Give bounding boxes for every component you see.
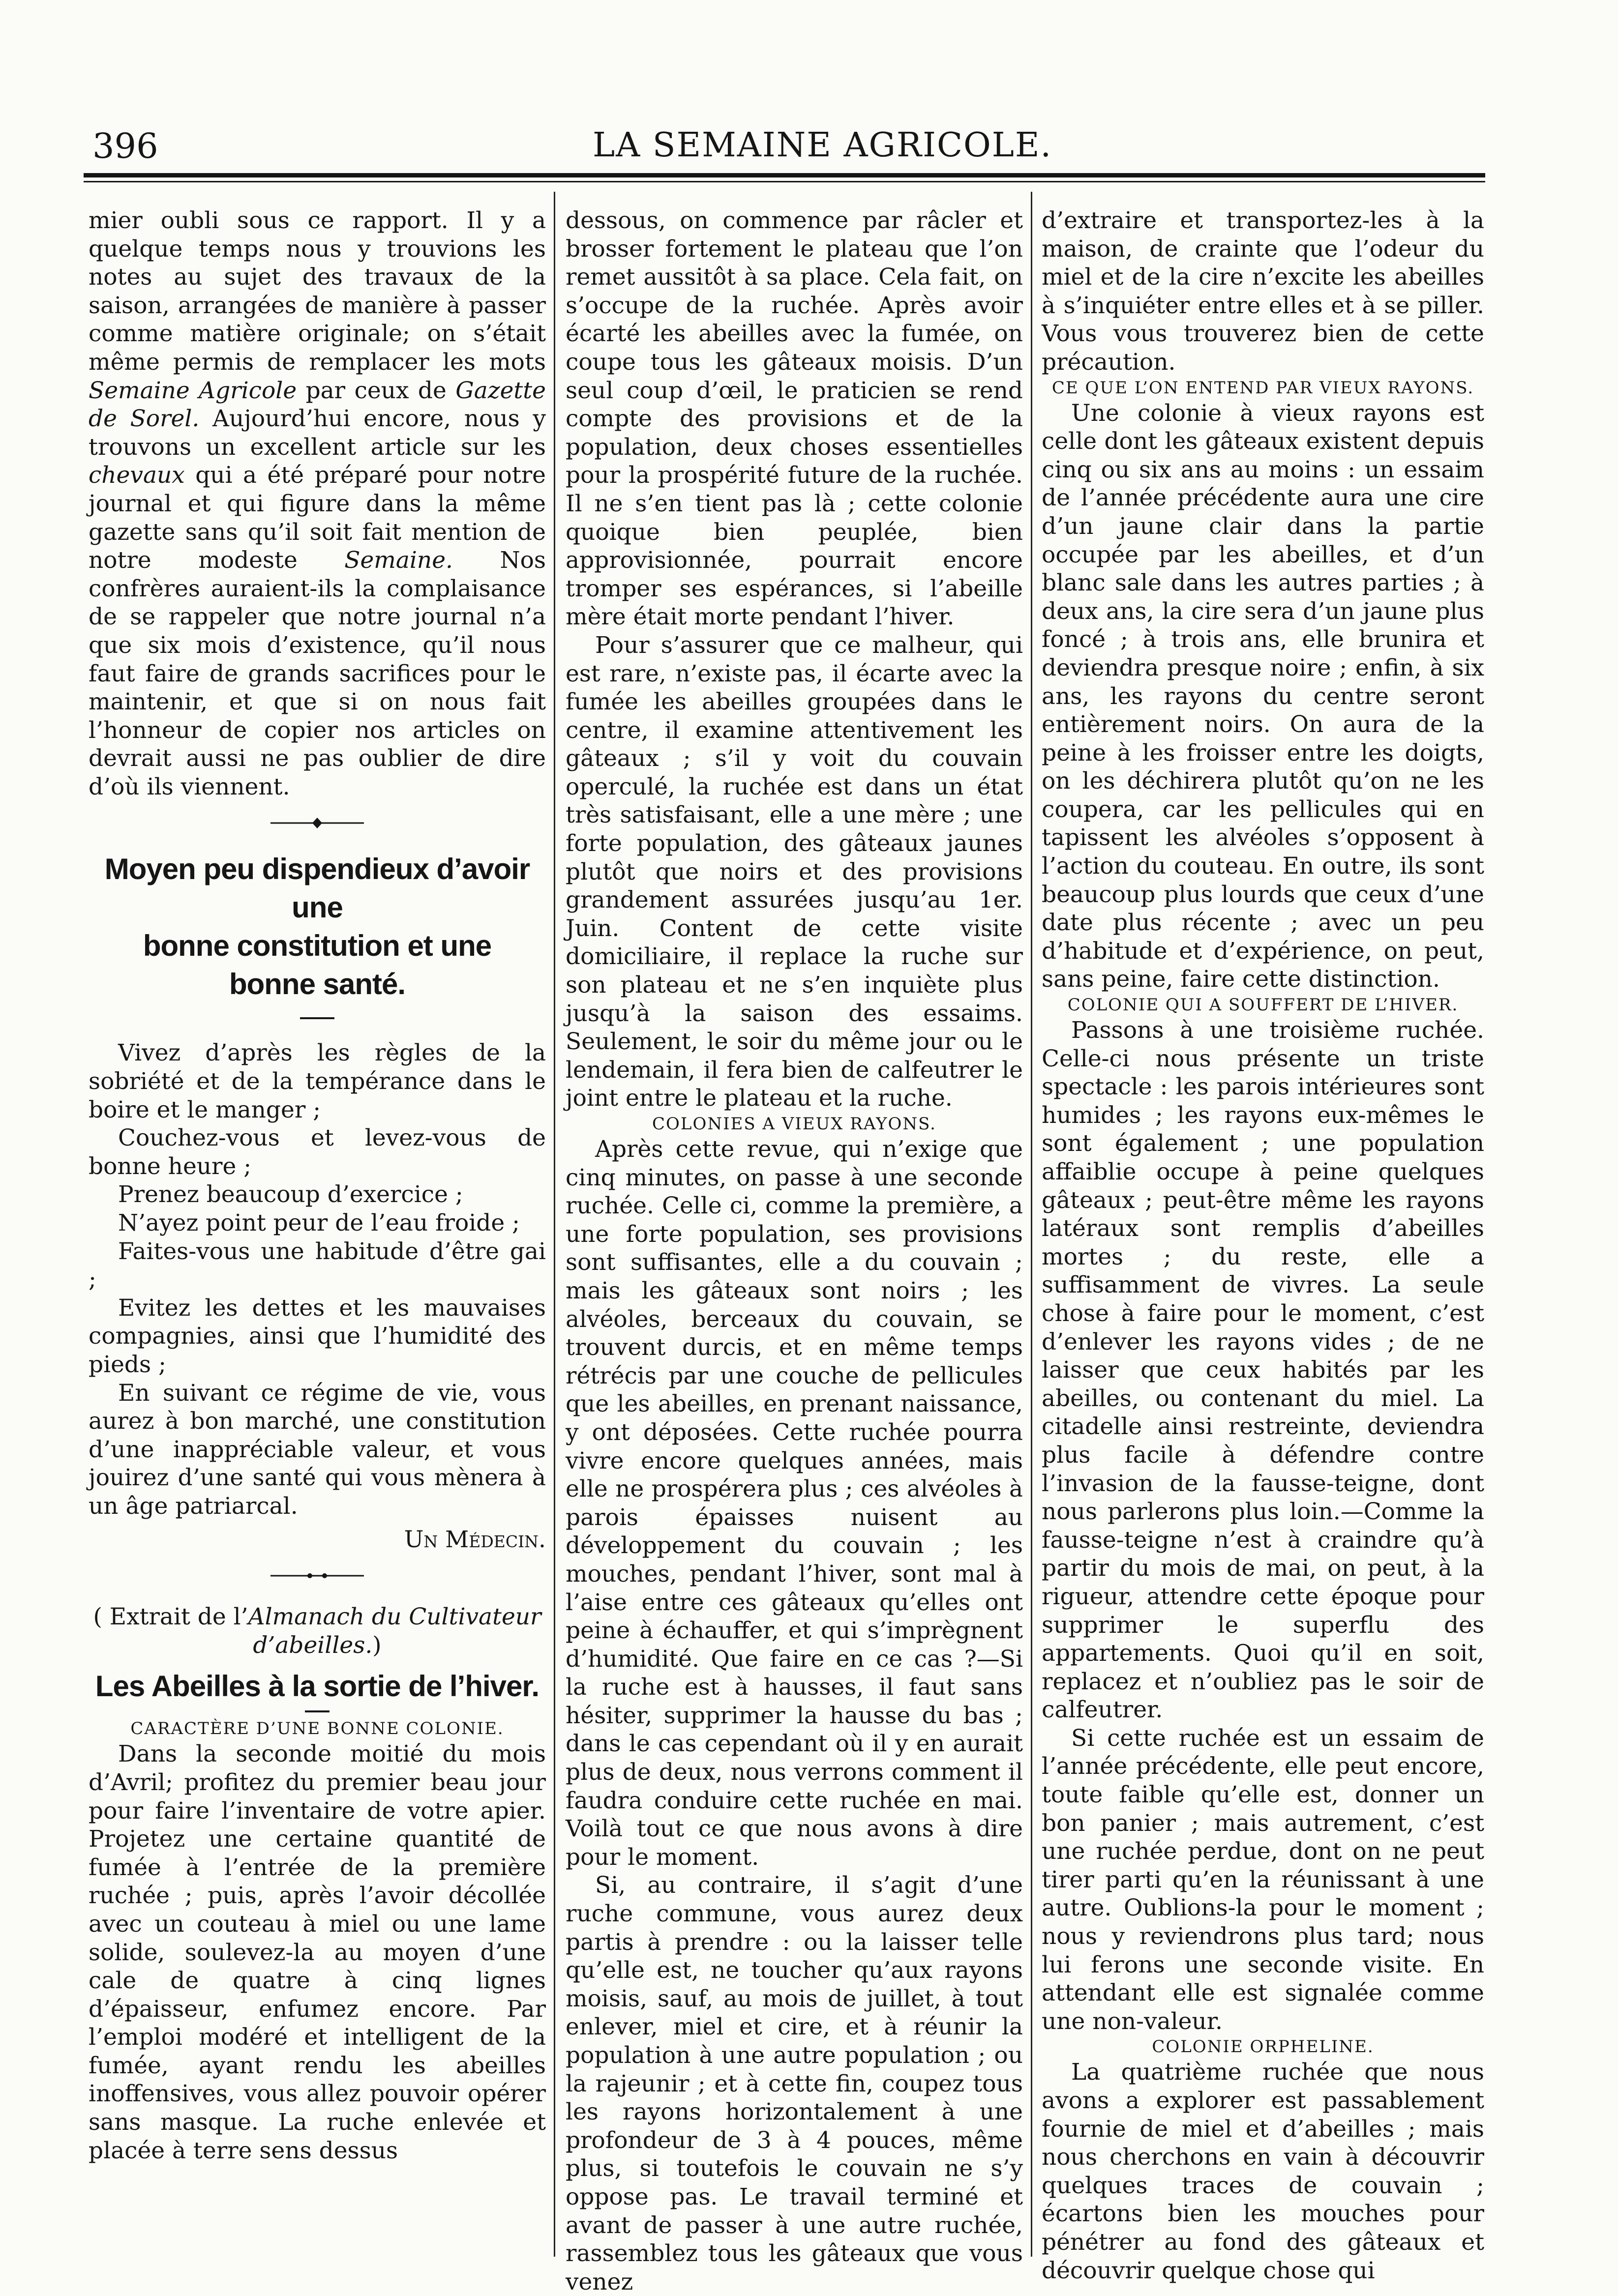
- intro-text-end: Nos confrères auraient-ils la complaisance de se rappeler que notre journal n’a que six mois d’existence, qu’il nous faut faire de grands sacrifices pour le maintenir, et que si on nous fait l’honneur de copier nos articles on devrait aussi ne pas oublier de dire d’où ils viennent.: [89, 547, 546, 800]
- advice-line: Couchez-vous et levez-vous de bonne heure ;: [89, 1124, 546, 1180]
- heading-moyen: [89, 850, 546, 1003]
- subheading-ce-que-lon-entend: CE QUE L’ON ENTEND PAR VIEUX RAYONS.: [1051, 378, 1474, 398]
- short-dash-2: [305, 1710, 330, 1712]
- intro-text-mid3: qui a été préparé pour notre journal et qui figure dans la même gazette sans qu’il soit fait mention de notre modeste: [89, 462, 546, 574]
- column-divider-2: [1031, 192, 1032, 2257]
- intro-text-mid2: Aujourd’hui encore, nous y trouvons un excellent article sur les: [89, 405, 546, 461]
- advice-line: Evitez les dettes et les mauvaises compagnies, ainsi que l’humidité des pieds ;: [89, 1294, 546, 1378]
- column-3: [1042, 206, 1484, 2285]
- advice-line: Prenez beaucoup d’exercice ;: [118, 1181, 463, 1208]
- intro-italic-semaine: Semaine Agricole: [89, 377, 297, 404]
- intro-text: mier oubli sous ce rapport. Il y a quelque temps nous y trouvions les notes au sujet des travaux de la saison, arrangées de manière à passer comme matière originale; on s’était même permis de remplacer les mots: [89, 207, 546, 376]
- short-dash: [300, 1017, 334, 1019]
- advice-line: Faites-vous une habitude d’être gai ;: [89, 1237, 546, 1294]
- journal-title: LA SEMAINE AGRICOLE.: [593, 126, 1052, 165]
- advice-list: [89, 1039, 546, 1520]
- subheading-orpheline: COLONIE ORPHELINE.: [1152, 2037, 1374, 2057]
- column-1: [89, 206, 546, 2165]
- paragraph-precaution: d’extraire et transportez-les à la maison, de crainte que l’odeur du miel et de la cire n’excite les abeilles à s’inquiéter entre elles et à se piller. Vous vous trouverez bien de cette précaution.: [1042, 207, 1484, 376]
- subheading-souffert-hiver: COLONIE QUI A SOUFFERT DE L’HIVER.: [1067, 995, 1459, 1015]
- paragraph-couvain: Pour s’assurer que ce malheur, qui est rare, n’existe pas, il écarte avec la fumée les abeilles groupées dans le centre, il examine attentivement les gâteaux ; s’il y voit du couvain operculé, la ruchée est dans un état très satisfaisant, elle a une mère ; une forte population, des gâteaux jaunes plutôt que noirs et des provisions grandement assurées jusqu’au 1er. Juin. Content de cette visite domiciliaire, il replace la ruche sur son plateau et ne s’en inquiète plus jusqu’à la saison des essaims. Seulement, le soir du même jour ou le lendemain, il fera bien de calfeutrer le joint entre le plateau et la ruche.: [566, 631, 1023, 1112]
- subheading-bonne-colonie: CARACTÈRE D’UNE BONNE COLONIE.: [130, 1719, 504, 1739]
- page-number: 396: [92, 126, 158, 166]
- intro-italic-chevaux: chevaux: [89, 462, 185, 489]
- heading-moyen-line3: bonne santé.: [229, 968, 406, 1001]
- paragraph-ruche-commune: Si, au contraire, il s’agit d’une ruche commune, vous aurez deux partis à prendre : ou la laisser telle qu’elle est, ne toucher qu’aux rayons moisis, sauf, au mois de juillet, à tout enlever, miel et cire, et à réunir la population à une autre population ; ou la rajeunir ; et à cette fin, coupez tous les rayons horizontalement à une profondeur de 3 à 4 pouces, même plus, si toutefois le couvain ne s’y oppose pas. Le travail terminé et avant de passer à une autre ruchée, rassemblez tous les gâteaux que vous venez: [566, 1872, 1023, 2296]
- advice-line: N’ayez point peur de l’eau froide ;: [118, 1209, 520, 1237]
- column-2: [566, 206, 1023, 2296]
- subheading-vieux-rayons: COLONIES A VIEUX RAYONS.: [652, 1114, 936, 1134]
- paragraph-plateau: dessous, on commence par râcler et brosser fortement le plateau que l’on remet aussitôt à sa place. Cela fait, on s’occupe de la ruchée. Après avoir écarté les abeilles avec la fumée, on coupe tous les gâteaux moisis. D’un seul coup d’œil, le praticien se rend compte des provisions et de la population, deux choses essentielles pour la prospérité future de la ruchée. Il ne s’en tient pas là ; cette colonie quoique bien peuplée, bien approvisionnée, pourrait encore tromper ses espérances, si l’abeille mère était morte pendant l’hiver.: [566, 207, 1023, 631]
- fleuron-divider-2: [268, 1568, 366, 1583]
- paragraph-essaim: Si cette ruchée est un essaim de l’année précédente, elle peut encore, toute faible qu’elle est, donner un bon panier ; mais autrement, c’est une ruchée perdue, dont on ne peut tirer parti qu’en la réunissant à une autre. Oublions-la pour le moment ; nous y reviendrons plus tard; nous lui ferons une seconde visite. En attendant elle est signalée comme une non-valeur.: [1042, 1724, 1484, 2035]
- intro-italic-gazette: Gazette de Sorel.: [89, 377, 546, 433]
- column-divider-1: [554, 192, 555, 2257]
- extract-source: Almanach du Cultivateur d’abeilles.: [248, 1603, 541, 1659]
- signature: Un Médecin.: [404, 1526, 546, 1553]
- extract-note: [89, 1603, 546, 1659]
- paragraph-inventaire: Dans la seconde moitié du mois d’Avril; profitez du premier beau jour pour faire l’inventaire de votre apier. Projetez une certaine quantité de fumée à l’entrée de la première ruchée ; puis, après l’avoir décollée avec un couteau à miel ou une lame solide, soulevez-la au moyen d’une cale de quatre à cinq lignes d’épaisseur, enfumez encore. Par l’emploi modéré et intelligent de la fumée, ayant rendu les abeilles inoffensives, vous allez pouvoir opérer sans masque. La ruche enlevée et placée à terre sens dessus: [89, 1740, 546, 2164]
- intro-italic-semaine2: Semaine.: [344, 547, 453, 574]
- intro-paragraph: [89, 206, 546, 801]
- header-rule-thin: [84, 181, 1485, 182]
- paragraph-troisieme-ruchee: Passons à une troisième ruchée. Celle-ci nous présente un triste spectacle : les parois intérieures sont humides ; les rayons eux-mêmes le sont également ; une population affaiblie occupe à peine quelques gâteaux ; peut-être même les rayons latéraux sont remplis d’abeilles mortes ; du reste, elle a suffisamment de vivres. La seule chose à faire pour le moment, c’est d’enlever les rayons vides ; de ne laisser que ceux habités par les abeilles, ou contenant du miel. La citadelle ainsi restreinte, deviendra plus facile à défendre contre l’invasion de la fausse-teigne, dont nous parlerons plus loin.—Comme la fausse-teigne n’est à craindre qu’à partir du mois de mai, on peut, à la rigueur, attendre cette époque pour supprimer le superflu des appartements. Quoi qu’il en soit, replacez et n’oubliez pas le soir de calfeutrer.: [1042, 1017, 1484, 1724]
- paragraph-seconde-ruchee: Après cette revue, qui n’exige que cinq minutes, on passe à une seconde ruchée. Celle ci, comme la première, a une forte population, ses provisions sont suffisantes, elle a du couvain ; mais les gâteaux sont noirs ; les alvéoles, berceaux du couvain, se trouvent durcis, et en même temps rétrécis par une couche de pellicules que les abeilles, en prenant naissance, y ont déposées. Cette ruchée pourra vivre encore quelques années, mais elle ne prospérera plus ; ces alvéoles à parois épaisses nuisent au développement du couvain ; les mouches, pendant l’hiver, sont mal à l’aise entre ces gâteaux qu’elles ont peine à échauffer, et qui s’imprègnent d’humidité. Que faire en ce cas ?—Si la ruche est à hausses, il faut sans hésiter, supprimer la hausse du bas ; dans le cas cependant où il y en aurait plus de deux, nous verrons comment il faudra conduire cette ruchée en mai. Voilà tout ce que nous avons à dire pour le moment.: [566, 1136, 1023, 1871]
- paragraph-vieux-rayons: Une colonie à vieux rayons est celle dont les gâteaux existent depuis cinq ou six ans au moins : un essaim de l’année précédente aura une cire d’un jaune clair dans la partie occupée par les abeilles, et d’un blanc sale dans les autres parties ; à deux ans, la cire sera d’un jaune plus foncé ; à trois ans, elle brunira et deviendra presque noire ; enfin, à six ans, les rayons du centre seront entièrement noirs. On aura de la peine à les froisser entre les doigts, on les déchirera plutôt qu’on ne les coupera, car les pellicules qui en tapissent les alvéoles s’opposent à l’action du couteau. En outre, ils sont beaucoup plus lourds que ceux d’une date plus récente ; avec un peu d’habitude et d’expérience, on peut, sans peine, faire cette distinction.: [1042, 399, 1484, 993]
- heading-moyen-line2: bonne constitution et une: [143, 929, 492, 963]
- paragraph-quatrieme-ruchee: La quatrième ruchée que nous avons a explorer est passablement fournie de miel et d’abeilles ; mais nous cherchons en vain à découvrir quelques traces de couvain ; écartons bien les mouches pour pénétrer au fond des gâteaux et découvrir quelque chose qui: [1042, 2059, 1484, 2284]
- heading-abeilles: Les Abeilles à la sortie de l’hiver.: [95, 1670, 539, 1703]
- heading-moyen-line1: Moyen peu dispendieux d’avoir une: [104, 853, 530, 924]
- fleuron-divider: [268, 816, 366, 830]
- intro-text-mid1: par ceux de: [297, 377, 456, 404]
- extract-prefix: ( Extrait de l’: [93, 1603, 248, 1631]
- advice-line: En suivant ce régime de vie, vous aurez à bon marché, une constitution d’une inappréciable valeur, et vous jouirez d’une santé qui vous mènera à un âge patriarcal.: [89, 1379, 546, 1520]
- extract-suffix: ): [372, 1631, 382, 1659]
- header-rule-thick: [84, 173, 1485, 177]
- advice-line: Vivez d’après les règles de la sobriété et de la tempérance dans le boire et le manger ;: [89, 1039, 546, 1123]
